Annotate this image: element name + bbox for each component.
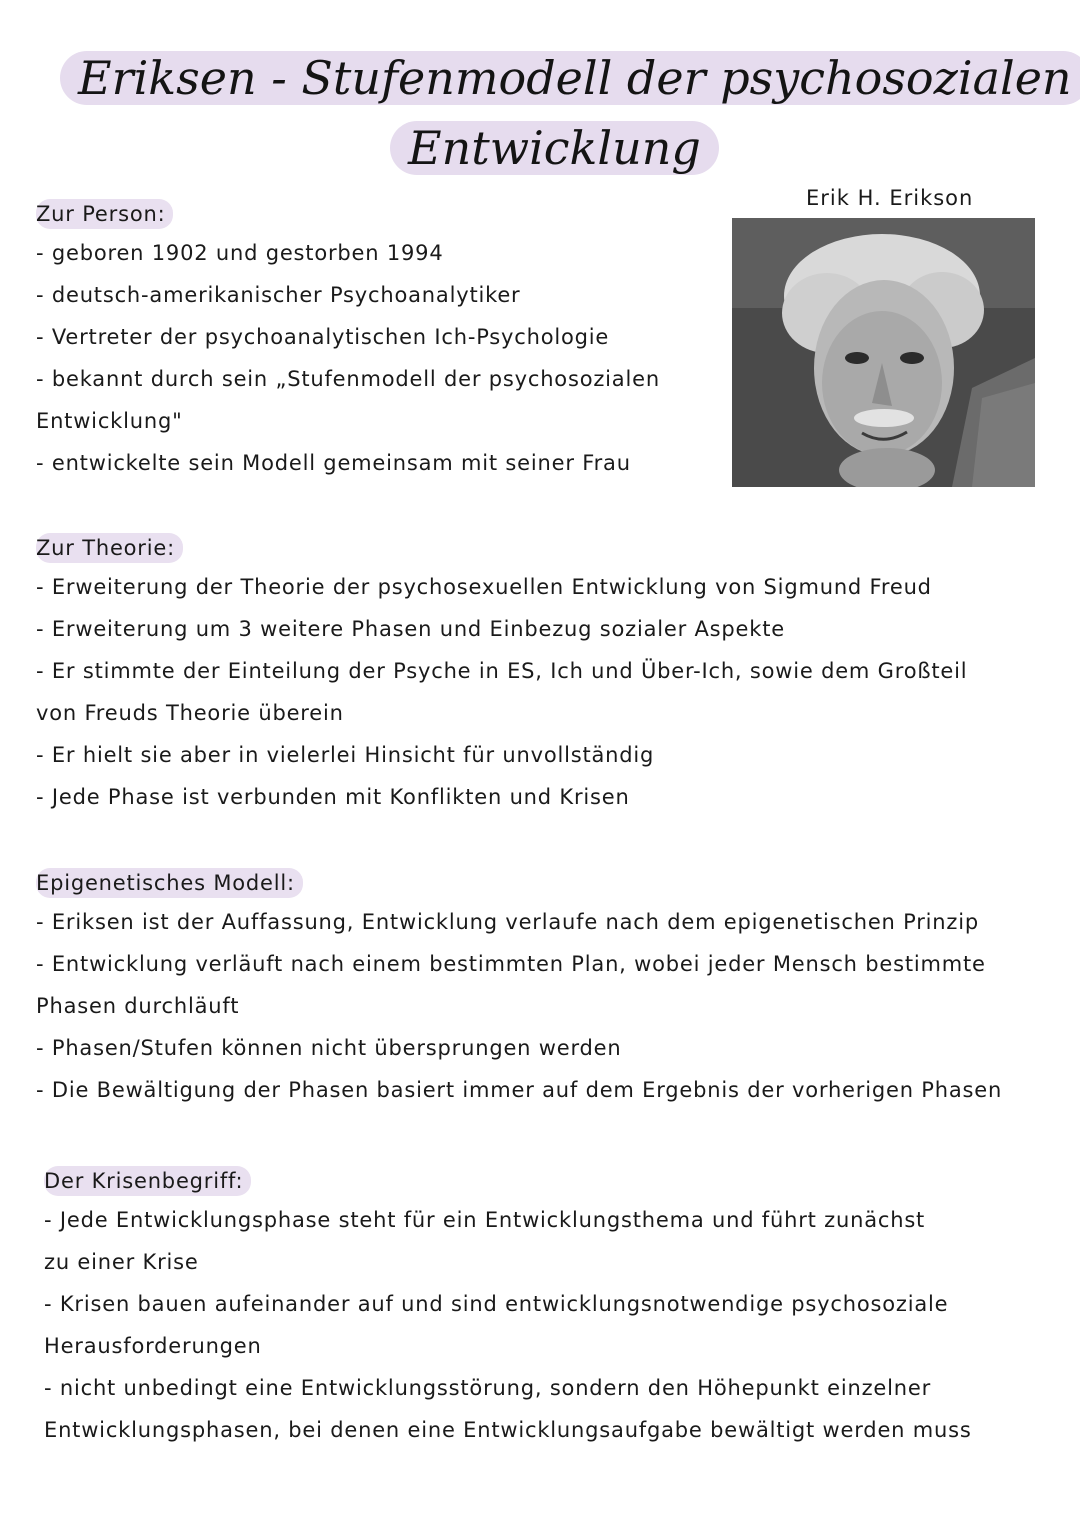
person-line: - entwickelte sein Modell gemeinsam mit seiner Frau [36, 451, 631, 475]
epigenetic-line: - Eriksen ist der Auffassung, Entwicklung verlaufe nach dem epigenetischen Prinzip [36, 910, 980, 934]
person-line: - Vertreter der psychoanalytischen Ich-Psychologie [36, 325, 610, 349]
person-line: Entwicklung" [36, 409, 183, 433]
theory-line: - Erweiterung um 3 weitere Phasen und Einbezug sozialer Aspekte [36, 617, 785, 641]
person-line: - bekannt durch sein „Stufenmodell der psychosozialen [36, 367, 660, 391]
crisis-line: - Jede Entwicklungsphase steht für ein Entwicklungsthema und führt zunächst [44, 1208, 926, 1232]
portrait-caption: Erik H. Erikson [806, 186, 974, 210]
theory-line: - Jede Phase ist verbunden mit Konflikten und Krisen [36, 785, 630, 809]
section-person [36, 196, 716, 484]
epigenetic-line: - Phasen/Stufen können nicht übersprungen werden [36, 1036, 622, 1060]
page-title-text-1: Eriksen - Stufenmodell der psychosozialen [60, 51, 1080, 105]
person-line: - geboren 1902 und gestorben 1994 [36, 241, 444, 265]
theory-line: - Er stimmte der Einteilung der Psyche in ES, Ich und Über-Ich, sowie dem Großteil [36, 659, 968, 683]
section-epigenetic [36, 865, 1046, 1111]
theory-line: von Freuds Theorie überein [36, 701, 344, 725]
epigenetic-line: - Entwicklung verläuft nach einem bestimmten Plan, wobei jeder Mensch bestimmte [36, 952, 986, 976]
epigenetic-line: - Die Bewältigung der Phasen basiert immer auf dem Ergebnis der vorherigen Phasen [36, 1078, 1003, 1102]
page-title-line-2 [390, 118, 719, 178]
crisis-line: - Krisen bauen aufeinander auf und sind entwicklungsnotwendige psychosoziale [44, 1292, 949, 1316]
portrait-illustration [732, 218, 1035, 487]
crisis-line: Entwicklungsphasen, bei denen eine Entwicklungsaufgabe bewältigt werden muss [44, 1418, 972, 1442]
crisis-line: - nicht unbedingt eine Entwicklungsstörung, sondern den Höhepunkt einzelner [44, 1376, 932, 1400]
section-epigenetic-heading: Epigenetisches Modell: [36, 868, 303, 898]
crisis-line: zu einer Krise [44, 1250, 199, 1274]
section-crisis [44, 1163, 1044, 1451]
person-line: - deutsch-amerikanischer Psychoanalytiker [36, 283, 521, 307]
theory-line: - Er hielt sie aber in vielerlei Hinsicht für unvollständig [36, 743, 655, 767]
crisis-line: Herausforderungen [44, 1334, 262, 1358]
theory-line: - Erweiterung der Theorie der psychosexuellen Entwicklung von Sigmund Freud [36, 575, 932, 599]
portrait-photo [732, 218, 1035, 487]
epigenetic-line: Phasen durchläuft [36, 994, 240, 1018]
page-title-line-1 [60, 48, 1080, 108]
section-crisis-heading: Der Krisenbegriff: [44, 1166, 251, 1196]
section-theory-heading: Zur Theorie: [36, 533, 183, 563]
section-theory [36, 530, 1046, 818]
section-person-heading: Zur Person: [36, 199, 173, 229]
page-title-text-2: Entwicklung [390, 121, 719, 175]
